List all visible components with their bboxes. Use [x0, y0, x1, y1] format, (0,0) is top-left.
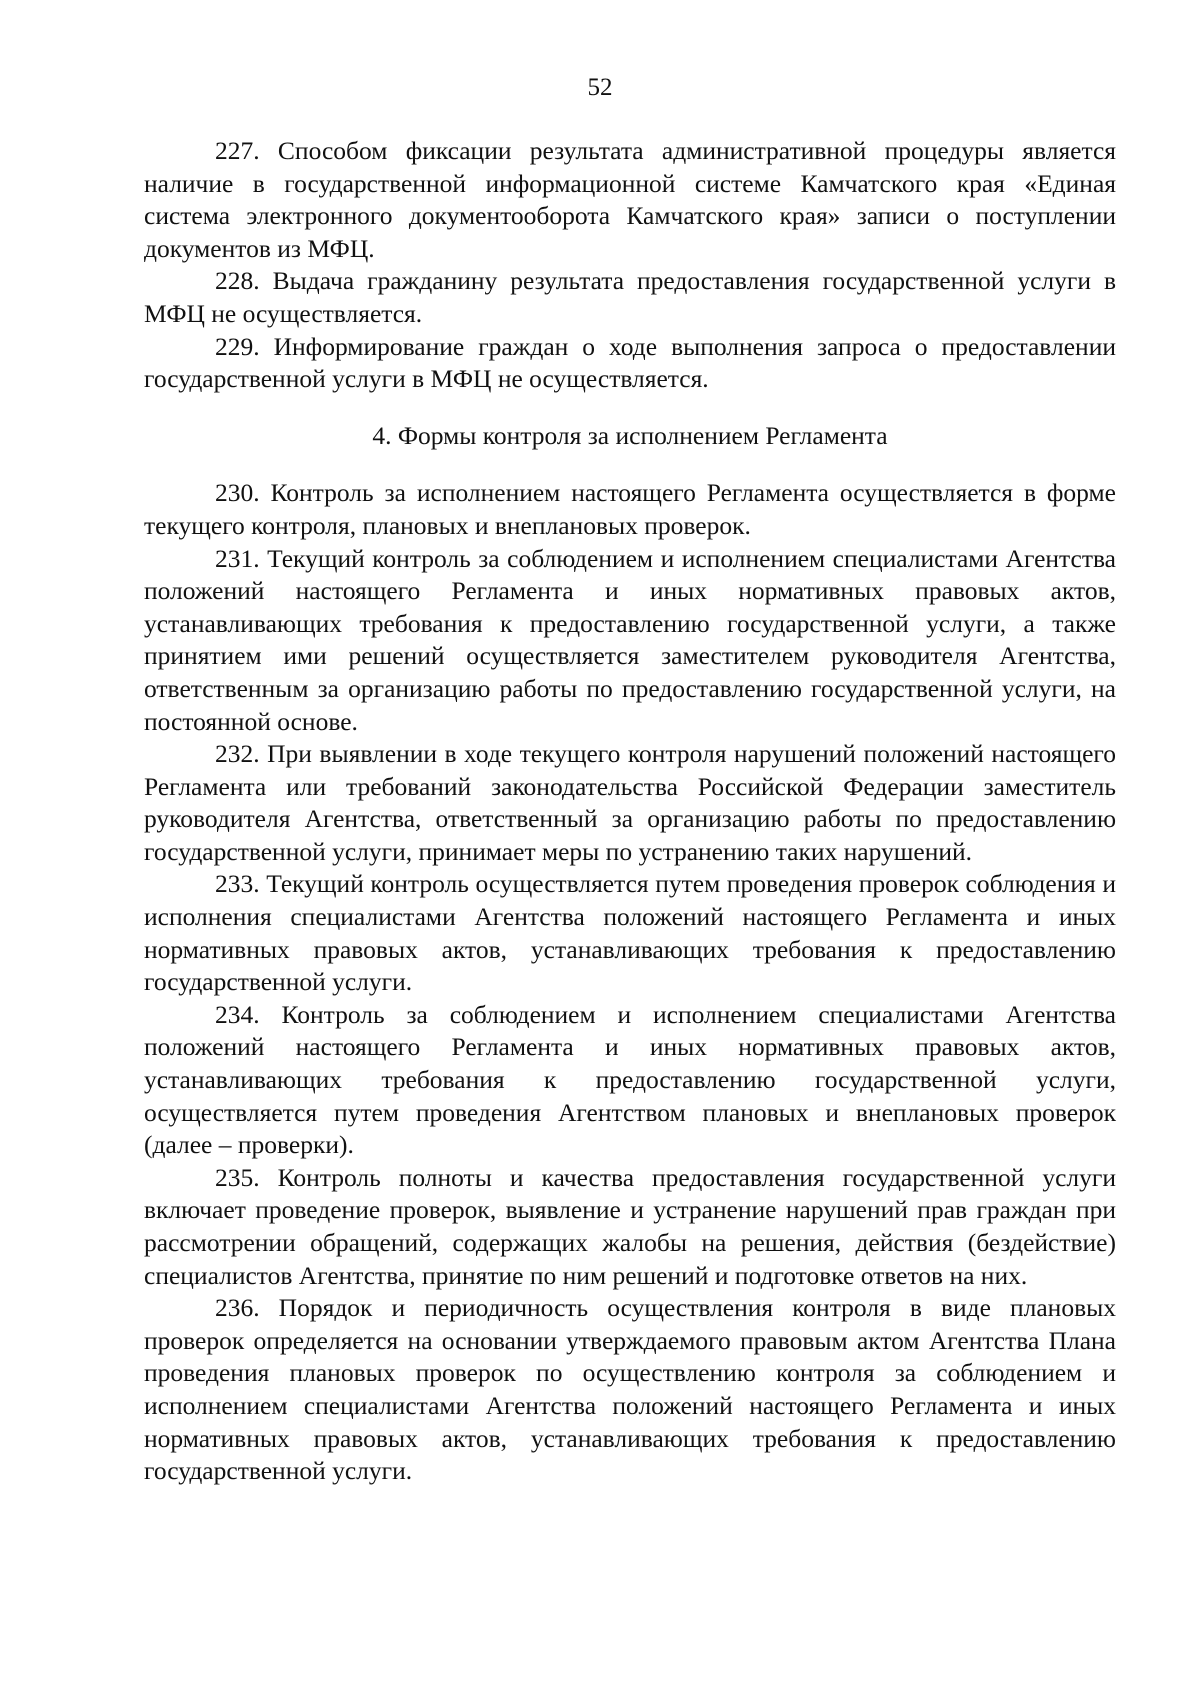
paragraph-230: 230. Контроль за исполнением настоящего Регламента осуществляется в форме текущего контроля, плановых и внеплановых проверок.	[144, 478, 1116, 540]
paragraph-234: 234. Контроль за соблюдением и исполнением специалистами Агентства положений настоящего Регламента и иных нормативных правовых актов, устанавливающих требования к предоставлению государственной услуги, осуществляется путем проведения Агентством плановых и внеплановых проверок (далее – проверки).	[144, 999, 1116, 1160]
paragraph-227: 227. Способом фиксации результата административной процедуры является наличие в государственной информационной системе Камчатского края «Единая система электронного документооборота Камчатского края» записи о поступлении документов из МФЦ.	[144, 136, 1116, 263]
paragraph-228: 228. Выдача гражданину результата предоставления государственной услуги в МФЦ не осуществляется.	[144, 266, 1116, 328]
section-heading: 4. Формы контроля за исполнением Регламента	[372, 420, 888, 450]
paragraph-235: 235. Контроль полноты и качества предоставления государственной услуги включает проведение проверок, выявление и устранение нарушений прав граждан при рассмотрении обращений, содержащих жалобы на решения, действия (бездействие) специалистов Агентства, принятие по ним решений и подготовке ответов на них.	[144, 1162, 1116, 1290]
document-body	[144, 135, 1116, 1488]
paragraph-232: 232. При выявлении в ходе текущего контроля нарушений положений настоящего Регламента или требований законодательства Российской Федерации заместитель руководителя Агентства, ответственный за организацию работы по предоставлению государственной услуги, принимает меры по устранению таких нарушений.	[144, 739, 1116, 866]
paragraph-236: 236. Порядок и периодичность осуществления контроля в виде плановых проверок определяется на основании утверждаемого правовым актом Агентства Плана проведения плановых проверок по осуществлению контроля за соблюдением и исполнением специалистами Агентства положений настоящего Регламента и иных нормативных правовых актов, устанавливающих требования к предоставлению государственной услуги.	[144, 1293, 1116, 1486]
page-number: 52	[587, 74, 613, 101]
paragraph-233: 233. Текущий контроль осуществляется путем проведения проверок соблюдения и исполнения специалистами Агентства положений настоящего Регламента и иных нормативных правовых актов, устанавливающих требования к предоставлению государственной услуги.	[144, 869, 1116, 997]
paragraph-231: 231. Текущий контроль за соблюдением и исполнением специалистами Агентства положений настоящего Регламента и иных нормативных правовых актов, устанавливающих требования к предоставлению государственной услуги, а также принятием ими решений осуществляется заместителем руководителя Агентства, ответственным за организацию работы по предоставлению государственной услуги, на постоянной основе.	[144, 543, 1116, 736]
paragraph-229: 229. Информирование граждан о ходе выполнения запроса о предоставлении государственной услуги в МФЦ не осуществляется.	[144, 331, 1116, 394]
